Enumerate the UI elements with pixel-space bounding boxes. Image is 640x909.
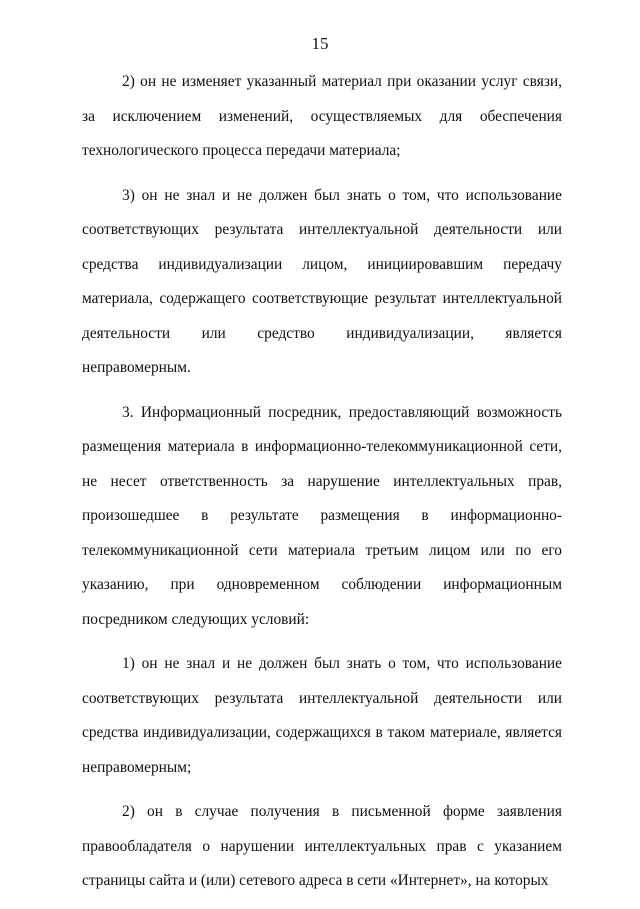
paragraph-section-3: 3. Информационный посредник, предоставляющий возможность размещения материала в информационно-телекоммуникационной сети, не несет ответственность за нарушение интеллектуальных прав, произошедшее в результате размещения в информационно-телекоммуникационной сети материала третьим лицом или по его указанию, при одновременном соблюдении информационным посредником следующих условий:: [82, 403, 562, 628]
paragraph-condition-1: 1) он не знал и не должен был знать о том, что использование соответствующих результата интеллектуальной деятельности или средства индивидуализации, содержащихся в таком материале, является неправомерным;: [82, 655, 562, 776]
paragraph-condition-2: 2) он в случае получения в письменной форме заявления правообладателя о нарушении интеллектуальных прав с указанием страницы сайта и (или) сетевого адреса в сети «Интернет», на которых: [82, 803, 562, 889]
page-number: 15: [311, 34, 329, 53]
paragraph-item-2: 2) он не изменяет указанный материал при оказании услуг связи, за исключением изменений, осуществляемых для обеспечения технологического процесса передачи материала;: [82, 73, 562, 159]
document-body: [82, 65, 562, 909]
paragraph-item-3: 3) он не знал и не должен был знать о том, что использование соответствующих результата интеллектуальной деятельности или средства индивидуализации лицом, инициировавшим передачу материала, содержащего соответствующие результат интеллектуальной деятельности или средство индивидуализации, является неправомерным.: [82, 186, 562, 376]
